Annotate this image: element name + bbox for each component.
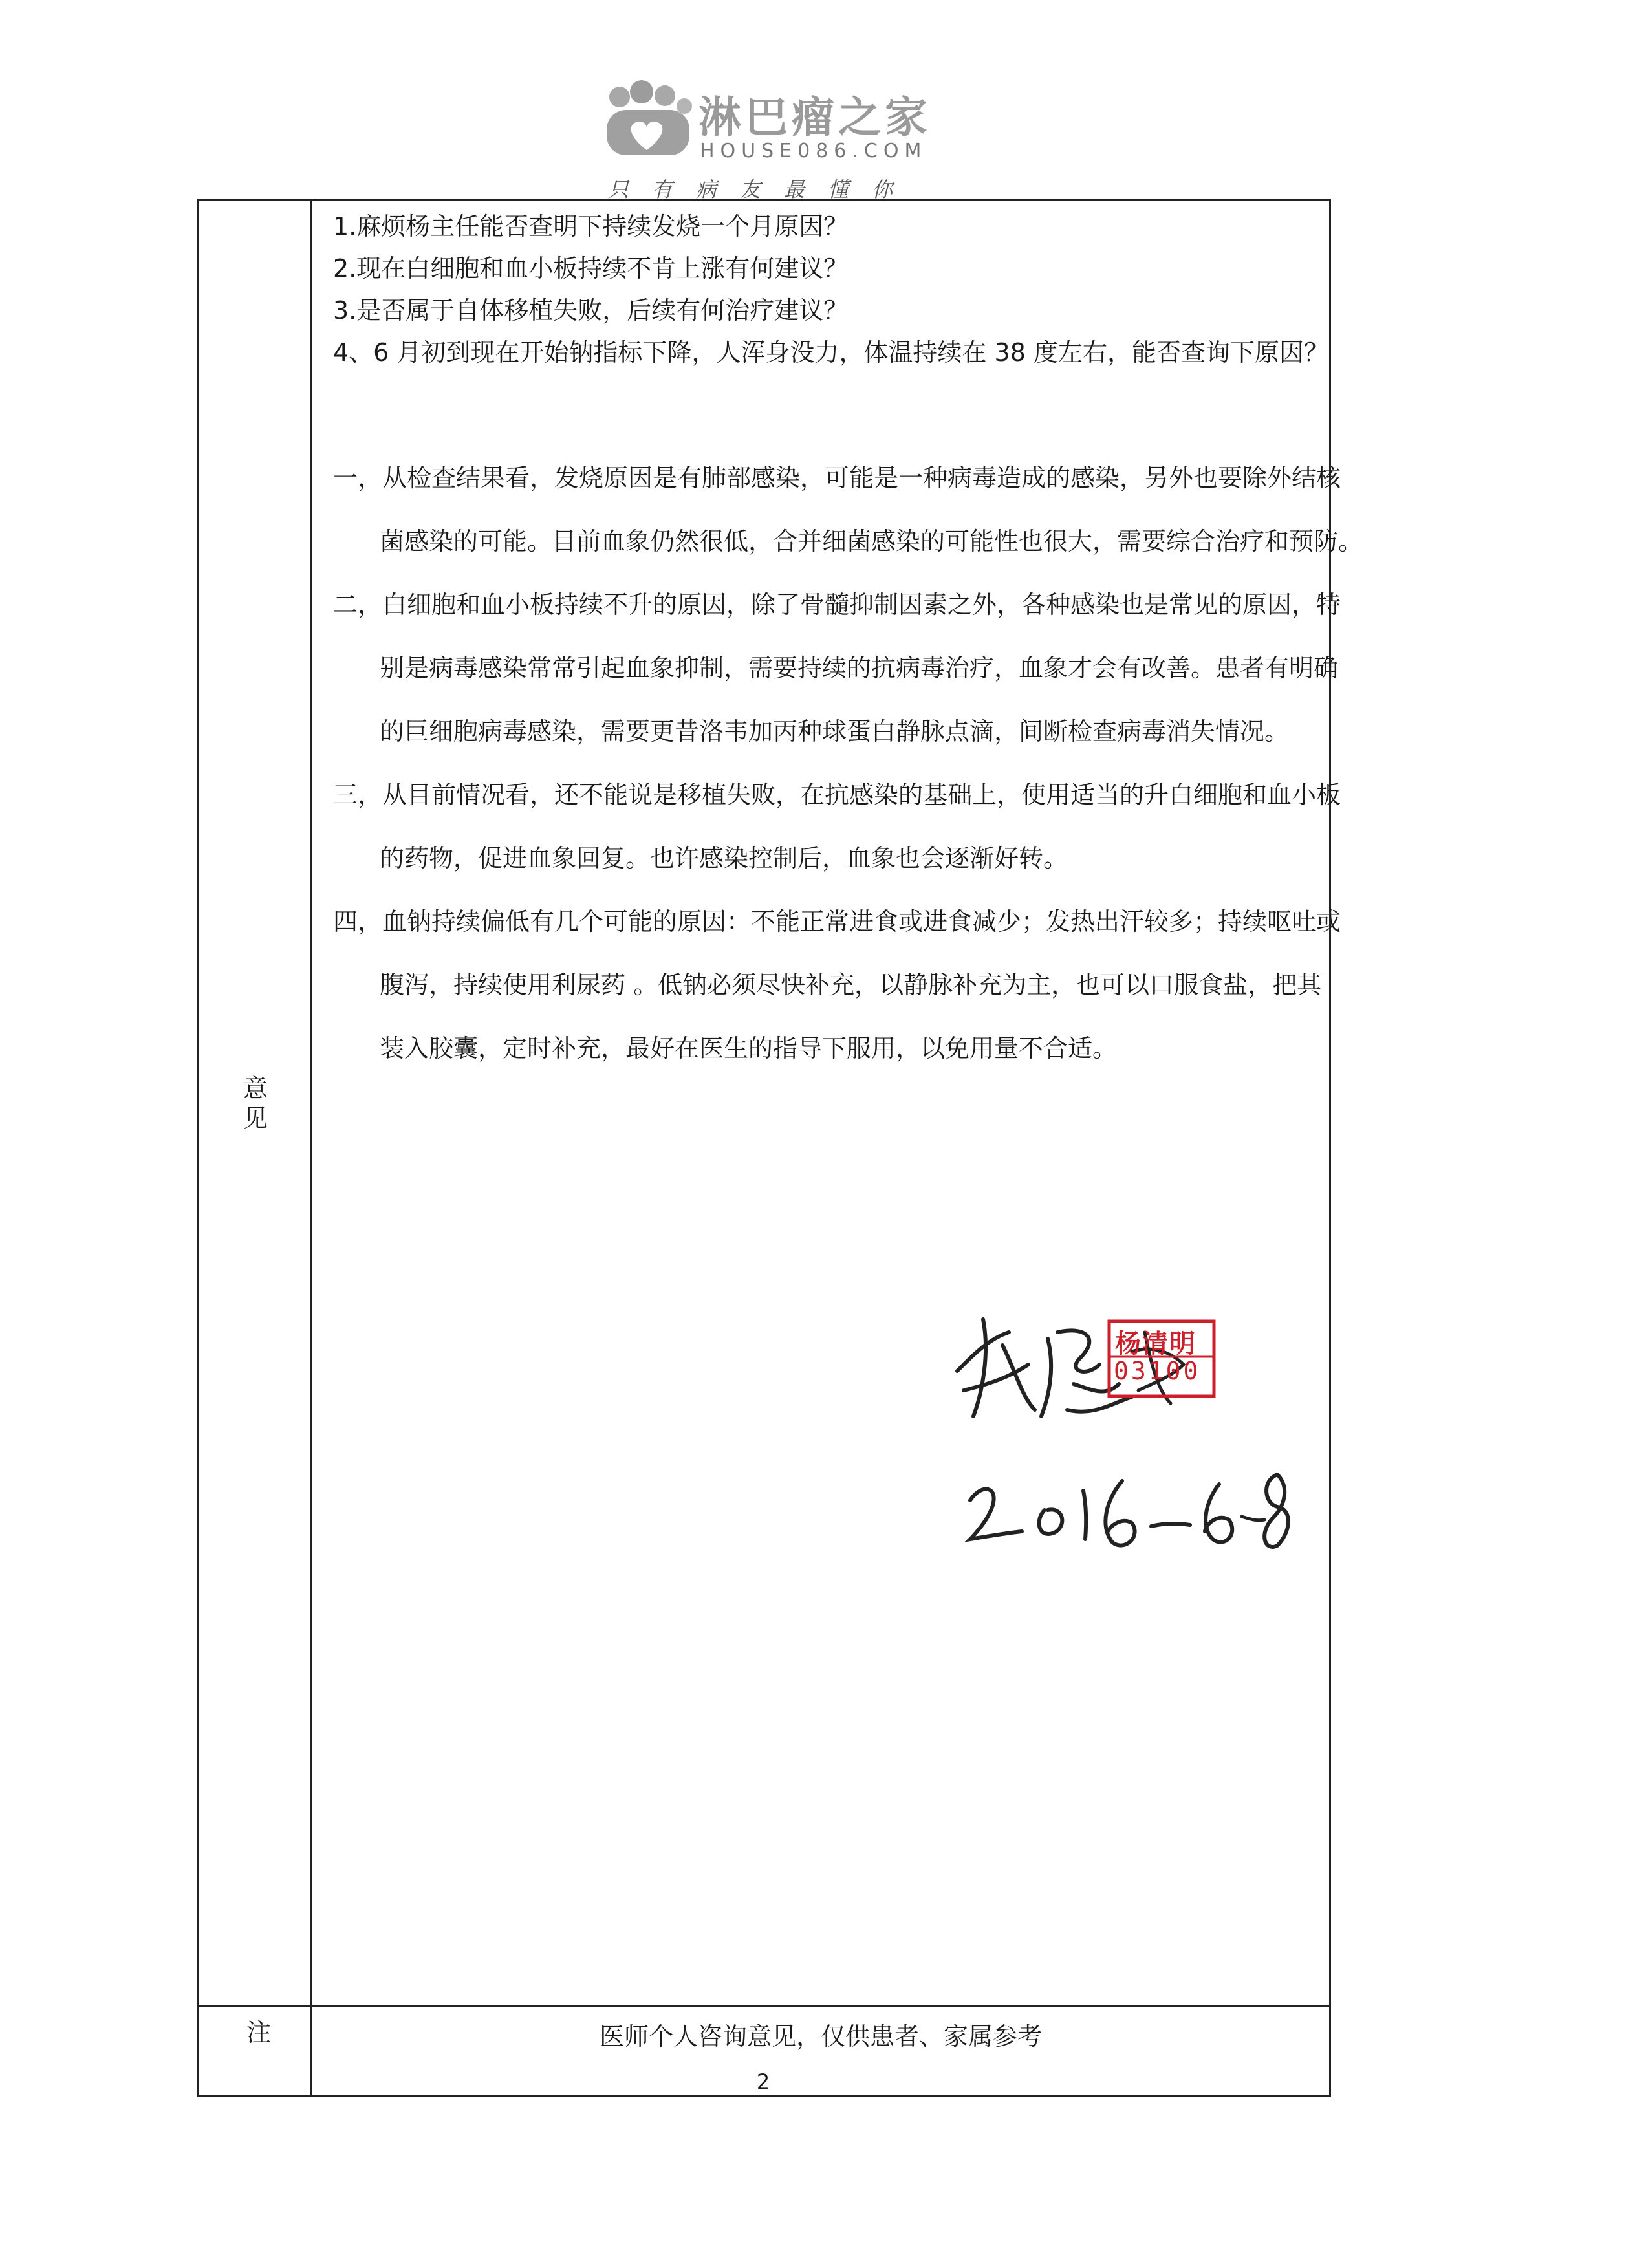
answer-line: 装入胶囊，定时补充，最好在医生的指导下服用，以免用量不合适。	[380, 1034, 1118, 1063]
site-logo	[601, 78, 964, 200]
question-list	[333, 206, 1328, 374]
seal-name: 杨清明	[1115, 1329, 1196, 1359]
answer-line: 别是病毒感染常常引起血象抑制，需要持续的抗病毒治疗，血象才会有改善。患者有明确	[380, 654, 1339, 682]
handwritten-date	[957, 1455, 1294, 1559]
logo-site-url: HOUSE086.COM	[700, 140, 927, 162]
doctor-seal	[1107, 1319, 1216, 1398]
question-item: 3.是否属于自体移植失败，后续有何治疗建议？	[333, 296, 849, 325]
answer-line: 菌感染的可能。目前血象仍然很低，合并细菌感染的可能性也很大，需要综合治疗和预防。	[380, 527, 1363, 556]
opinion-label: 意见	[243, 1074, 268, 1132]
question-item: 2.现在白细胞和血小板持续不肯上涨有何建议？	[333, 254, 849, 283]
answer-line: 四，血钠持续偏低有几个可能的原因：不能正常进食或进食减少；发热出汗较多；持续呕吐或	[333, 907, 1341, 936]
logo-slogan: 只有病友最懂你	[608, 177, 916, 202]
answer-line: 的药物，促进血象回复。也许感染控制后，血象也会逐渐好转。	[380, 844, 1068, 872]
family-icon	[601, 78, 698, 168]
seal-number: 03100	[1114, 1357, 1201, 1385]
answer-item	[333, 573, 1341, 763]
note-label: 注	[246, 2018, 271, 2047]
question-item: 4、6 月初到现在开始钠指标下降，人浑身没力，体温持续在 38 度左右，能否查询下原因？	[333, 338, 1328, 367]
answer-line: 腹泻，持续使用利尿药 。低钠必须尽快补充，以静脉补充为主，也可以口服食盐，把其	[380, 971, 1322, 999]
page-number: 2	[756, 2069, 770, 2094]
question-item: 1.麻烦杨主任能否查明下持续发烧一个月原因？	[333, 212, 849, 241]
answer-item	[333, 446, 1363, 573]
table-row-divider	[197, 2005, 1331, 2007]
logo-name: 淋巴瘤之家	[698, 92, 931, 142]
table-column-divider	[310, 199, 312, 2097]
answer-line: 三，从目前情况看，还不能说是移植失败，在抗感染的基础上，使用适当的升白细胞和血小板	[333, 781, 1341, 809]
answer-item	[333, 890, 1341, 1080]
answer-line: 二，白细胞和血小板持续不升的原因，除了骨髓抑制因素之外，各种感染也是常见的原因，特	[333, 590, 1341, 619]
note-text: 医师个人咨询意见，仅供患者、家属参考	[599, 2022, 1042, 2051]
answer-item	[333, 763, 1341, 890]
answer-line: 的巨细胞病毒感染，需要更昔洛韦加丙种球蛋白静脉点滴，间断检查病毒消失情况。	[380, 717, 1290, 746]
answer-line: 一，从检查结果看，发烧原因是有肺部感染，可能是一种病毒造成的感染，另外也要除外结核	[333, 464, 1341, 492]
answer-list	[333, 446, 1363, 1080]
